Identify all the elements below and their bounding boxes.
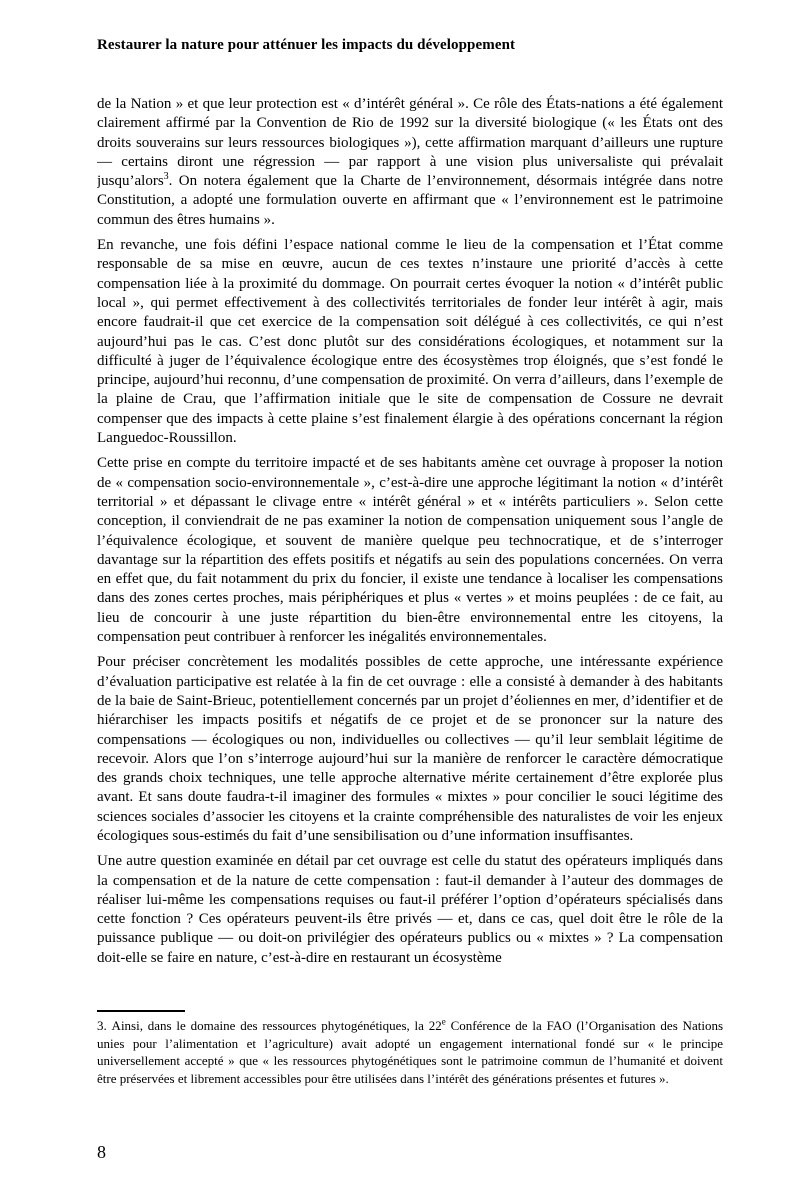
footnote-3-ordinal-superscript: e <box>441 1016 446 1027</box>
footnote-3-text: 3. Ainsi, dans le domaine des ressources phytogénétiques, la 22 <box>97 1018 442 1033</box>
paragraph-2: En revanche, une fois défini l’espace national comme le lieu de la compensation et l’État comme responsable de sa mise en œuvre, aucun de ces textes n’instaure une priorité d’accès à cette compensation liée à la proximité du dommage. On pourrait certes évoquer la notion « d’intérêt public local », qui permet effectivement à des collectivités territoriales de fonder leur intérêt à agir, mais encore faudrait-il que cet exercice de la compensation soit délégué à ces collectivités, ce qui n’est aujourd’hui pas le cas. C’est donc plutôt sur des considérations écologiques, et notamment sur la difficulté à juger de l’équivalence écologique entre des écosystèmes trop éloignés, que s’est fondé le principe, aujourd’hui reconnu, d’une compensation de proximité. On verra d’ailleurs, dans l’exemple de la plaine de Crau, que l’affirmation initiale que le site de compensation de Cossure ne devrait compenser que des impacts à cette plaine s’est finalement élargie à des opérations concernant la région Languedoc-Roussillon. <box>97 237 723 447</box>
paragraph-1-text-continued: . On notera également que la Charte de l’environnement, désormais intégrée dans notre Constitution, a adopté une formulation ouverte en affirmant que « l’environnement est le patrimoine commun des êtres humains ». <box>97 173 723 228</box>
paragraph-3: Cette prise en compte du territoire impacté et de ses habitants amène cet ouvrage à proposer la notion de « compensation socio-environnementale », c’est-à-dire une approche légitimant la notion « d’intérêt territorial » et dépassant le clivage entre « intérêt général » et « intérêts particuliers ». Selon cette conception, il conviendrait de ne pas examiner la notion de compensation uniquement sous l’angle de l’équivalence écologique, et souvent de manière quelque peu technocratique, et de s’interroger davantage sur la répartition des effets positifs et négatifs au sein des populations concernées. On verra en effet que, du fait notamment du prix du foncier, il existe une tendance à localiser les compensations dans des zones certes proches, mais périphériques et plus « vertes » et moins peuplées : de ce fait, au lieu de concourir à une juste répartition du bien-être environnemental entre les citoyens, la compensation peut contribuer à renforcer les inégalités environnementales. <box>97 455 723 646</box>
paragraph-1 <box>97 95 723 230</box>
paragraph-5: Une autre question examinée en détail par cet ouvrage est celle du statut des opérateurs impliqués dans la compensation et de la nature de cette compensation : faut-il demander à l’auteur des dommages de réaliser lui-même les compensations requises ou faut-il préférer l’option d’opérateurs spécialisés dans cette fonction ? Ces opérateurs peuvent-ils être privés — et, dans ce cas, quel doit être le rôle de la puissance publique — ou doit-on privilégier des opérateurs publics ou « mixtes » ? La compensation doit-elle se faire en nature, c’est-à-dire en restaurant un écosystème <box>97 853 723 966</box>
paragraph-4: Pour préciser concrètement les modalités possibles de cette approche, une intéressante expérience d’évaluation participative est relatée à la fin de cet ouvrage : elle a consisté à demander à des habitants de la baie de Saint-Brieuc, potentiellement concernés par un projet d’éoliennes en mer, d’identifier et de hiérarchiser les impacts positifs et négatifs de ce projet et de se prononcer sur la nature des compensations — écologiques ou non, individuelles ou collectives — qu’il leur semblait légitime de recevoir. Alors que l’on s’interroge aujourd’hui sur la manière de renforcer le caractère démocratique des grands choix techniques, une telle approche alternative mérite certainement d’être explorée plus avant. Et sans doute faudra-t-il imaginer des formules « mixtes » pour concilier le souci légitime des sciences sociales d’associer les citoyens et la crainte compréhensible des naturalistes de voir les enjeux écologiques sous-estimés du fait d’une sensibilisation ou d’une information insuffisantes. <box>97 654 723 844</box>
footnote-separator-rule <box>97 1010 185 1012</box>
running-header: Restaurer la nature pour atténuer les impacts du développement <box>97 37 516 53</box>
body-text <box>97 95 723 1007</box>
footnote-3-text-continued: Conférence de la FAO (l’Organisation des Nations unies pour l’alimentation et l’agriculture) avait adopté un engagement international fondé sur « le principe universellement accepté » que « les ressources phytogénétiques sont le patrimoine commun de l’humanité et doivent être préservées et librement accessibles pour être utilisées dans l’intérêt des générations présentes et futures ». <box>97 1018 723 1086</box>
footnote-reference-3: 3 <box>163 171 169 183</box>
paragraph-1-text: de la Nation » et que leur protection est « d’intérêt général ». Ce rôle des États-nations a été également clairement affirmé par la Convention de Rio de 1992 sur la diversité biologique (« les États ont des droits souverains sur leurs ressources biologiques »), cette affirmation marquant d’ailleurs une rupture — certains diront une régression — par rapport à une vision plus universaliste qui prévalait jusqu’alors <box>97 96 723 190</box>
page-number: 8 <box>97 1142 106 1162</box>
footnote-area <box>97 1010 723 1087</box>
footnote-3 <box>97 1017 723 1087</box>
